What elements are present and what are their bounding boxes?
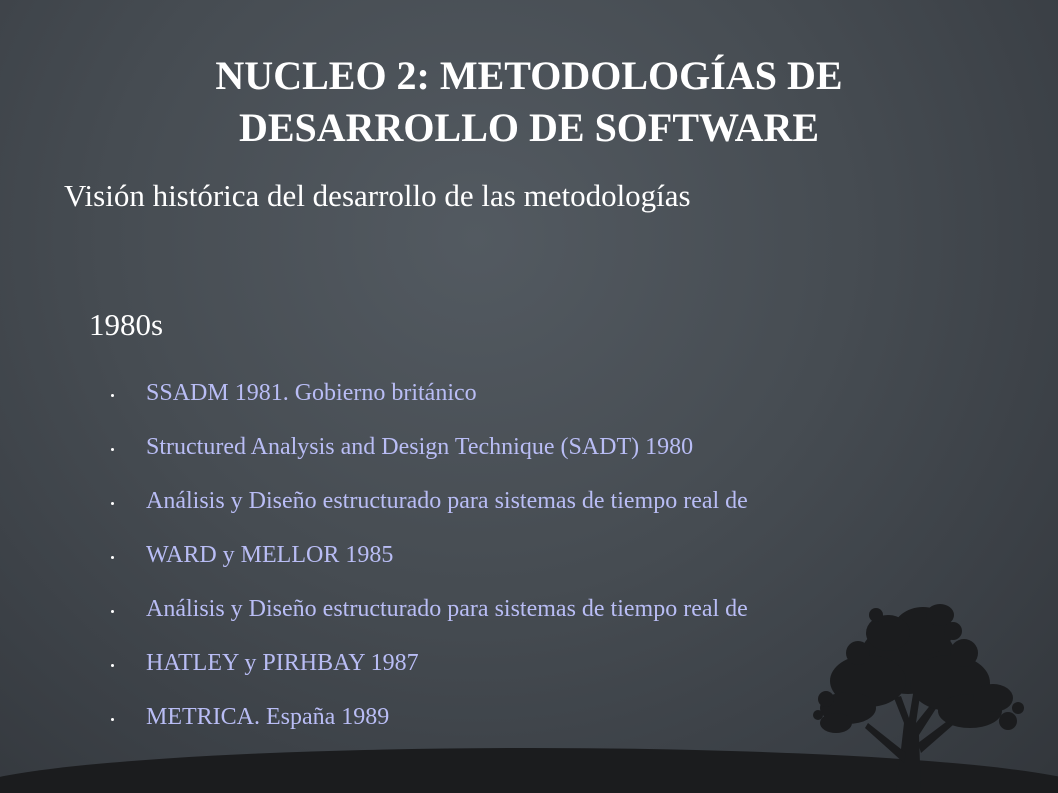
- bullet-text: WARD y MELLOR 1985: [146, 542, 394, 568]
- bullet-item: [100, 636, 748, 690]
- bullet-text: Structured Analysis and Design Technique (SADT) 1980: [146, 434, 694, 460]
- bullet-text: SSADM 1981. Gobierno británico: [146, 380, 477, 406]
- tree-silhouette-icon: [718, 603, 1058, 793]
- bullet-icon: [111, 610, 114, 613]
- bullet-text: Análisis y Diseño estructurado para sistemas de tiempo real de: [146, 488, 748, 514]
- decade-heading: 1980s: [89, 307, 164, 342]
- bullet-item: [100, 690, 748, 744]
- bullet-item: [100, 420, 748, 474]
- slide-subtitle: Visión histórica del desarrollo de las metodologías: [64, 178, 691, 213]
- bullet-text: Análisis y Diseño estructurado para sistemas de tiempo real de: [146, 596, 748, 622]
- bullet-icon: [111, 664, 114, 667]
- bullet-text: HATLEY y PIRHBAY 1987: [146, 650, 419, 676]
- slide-title: NUCLEO 2: METODOLOGÍAS DE DESARROLLO DE SOFTWARE: [215, 53, 843, 150]
- bullet-icon: [111, 718, 114, 721]
- bullet-item: [100, 474, 748, 528]
- bullet-icon: [111, 502, 114, 505]
- bullet-icon: [111, 556, 114, 559]
- bullet-item: [100, 366, 748, 420]
- bullet-text: METRICA. España 1989: [146, 704, 390, 730]
- bullet-item: [100, 582, 748, 636]
- bullet-item: [100, 528, 748, 582]
- bullet-icon: [111, 394, 114, 397]
- bullet-list: [100, 366, 748, 744]
- bullet-icon: [111, 448, 114, 451]
